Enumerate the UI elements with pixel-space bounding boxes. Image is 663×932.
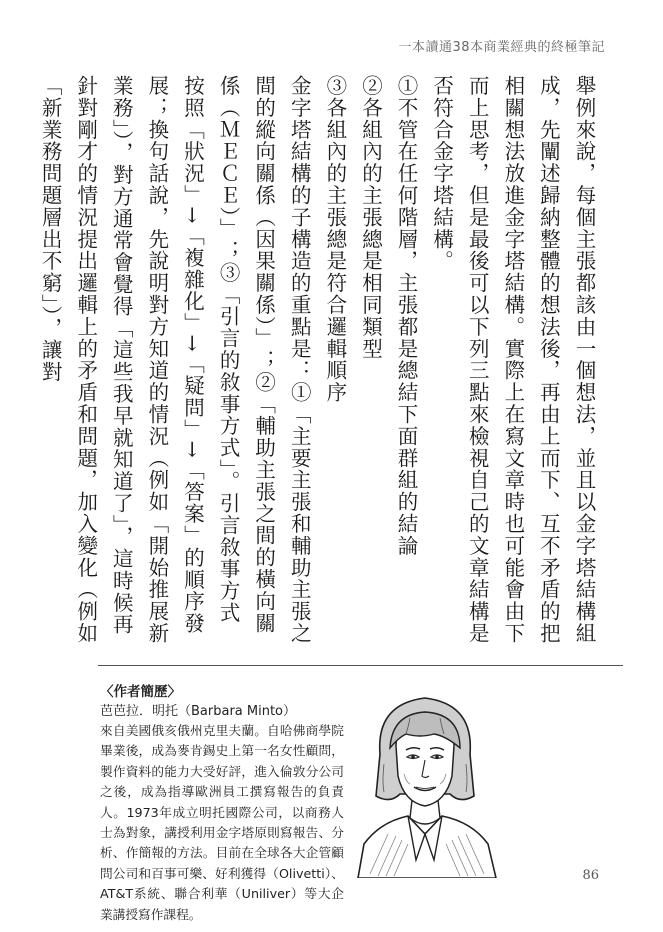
author-portrait [350,684,500,878]
checkpoint-3: ③各組內的主張總是符合邏輯順序 [322,75,347,404]
checkpoint-2: ②各組內的主張總是相同類型 [358,75,383,360]
section-divider [98,665,623,666]
checkpoint-1: ①不管在任何階層，主張都是總結下面群組的結論 [394,75,419,557]
author-name: 芭芭拉．明托（Barbara Minto） [100,704,297,719]
paragraph-substructure: 金字塔結構的子構造的重點是：①「主要主張和輔助主張之間的縱向關係（因果關係）」；②「輔助主張之間的橫向關係（ＭＥＣＥ）」；③「引言的敘事方式」。引言敘事方式按照「狀況」→「複雜化」→「疑問」→「答案」的順序發展；換句話說，先說明對方知道的情況（例如「開始推展新業務」），對方通常會覺得「這些我早就知道了」，這時候再針對剛才的情況提出邏輯上的矛盾和問題，加入變化（例如「新業務問題層出不窮」），讓對 [38,75,312,645]
main-vertical-text [38,75,601,645]
author-bio-text: 來自美國俄亥俄州克里夫蘭。自哈佛商學院畢業後，成為麥肯錫史上第一名女性顧問，製作資料的能力大受好評，進入倫敦分公司之後，成為指導歐洲員工撰寫報告的負責人。1973年成立明托國際公司，以商務人士為對象，講授利用金字塔原則寫報告、分析、作簡報的方法。目前在全球各大企管顧問公司和百事可樂、好利獲得（Olivetti）、AT&T系統、聯合利華（Uniliver）等大企業講授寫作課程。 [100,723,344,922]
book-title-header: 一本讀通38本商業經典的終極筆記 [398,40,605,55]
page-number: 86 [582,868,599,883]
paragraph-example: 舉例來說，每個主張都該由一個想法，並且以金字塔結構組成，先闡述歸納整體的想法後，再由上而下、互不矛盾的把相關想法放進金字塔結構。實際上在寫文章時也可能會由下而上思考，但是最後可以下列三點來檢視自己的文章結構是否符合金字塔結構。 [429,75,596,645]
author-bio-heading: 〈作者簡歷〉 [100,684,181,700]
